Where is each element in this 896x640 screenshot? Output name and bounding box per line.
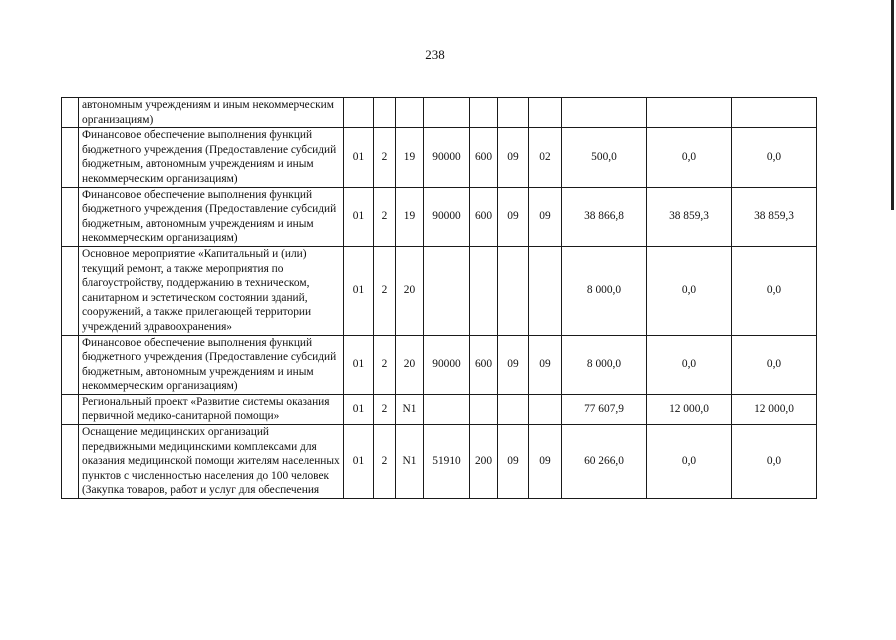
- amount-cell: 77 607,9: [562, 394, 647, 424]
- code-cell: [498, 98, 529, 128]
- description-cell: автономным учреждениям и иным некоммерческим организациям): [79, 98, 344, 128]
- code-cell: 01: [344, 246, 374, 335]
- code-cell: 09: [498, 128, 529, 187]
- amount-cell: 12 000,0: [732, 394, 817, 424]
- scan-edge-line: [891, 0, 894, 210]
- code-cell: [470, 98, 498, 128]
- code-cell: 2: [374, 187, 396, 246]
- code-cell: [344, 98, 374, 128]
- amount-cell: 0,0: [647, 246, 732, 335]
- budget-table: [61, 97, 817, 499]
- amount-cell: [647, 98, 732, 128]
- amount-cell: 0,0: [647, 425, 732, 499]
- code-cell: 20: [396, 246, 424, 335]
- description-cell: Финансовое обеспечение выполнения функций бюджетного учреждения (Предоставление субсидий бюджетным, автономным учреждениям и иным некоммерческим организациям): [79, 187, 344, 246]
- code-cell: 90000: [424, 187, 470, 246]
- amount-cell: 0,0: [732, 128, 817, 187]
- index-cell: [62, 246, 79, 335]
- index-cell: [62, 425, 79, 499]
- code-cell: 19: [396, 128, 424, 187]
- code-cell: 2: [374, 335, 396, 394]
- amount-cell: 38 859,3: [647, 187, 732, 246]
- code-cell: 2: [374, 425, 396, 499]
- code-cell: N1: [396, 425, 424, 499]
- code-cell: 01: [344, 187, 374, 246]
- code-cell: N1: [396, 394, 424, 424]
- table-row: [62, 246, 817, 335]
- code-cell: 600: [470, 335, 498, 394]
- amount-cell: 0,0: [732, 425, 817, 499]
- index-cell: [62, 128, 79, 187]
- code-cell: 01: [344, 394, 374, 424]
- code-cell: 01: [344, 425, 374, 499]
- table-row: [62, 425, 817, 499]
- table-row: [62, 394, 817, 424]
- amount-cell: 500,0: [562, 128, 647, 187]
- code-cell: 19: [396, 187, 424, 246]
- code-cell: [470, 246, 498, 335]
- code-cell: [424, 98, 470, 128]
- table-row: [62, 335, 817, 394]
- code-cell: 09: [498, 425, 529, 499]
- amount-cell: 0,0: [647, 128, 732, 187]
- amount-cell: [732, 98, 817, 128]
- page-number: 238: [425, 47, 445, 62]
- code-cell: [396, 98, 424, 128]
- amount-cell: [562, 98, 647, 128]
- code-cell: 600: [470, 128, 498, 187]
- code-cell: [498, 246, 529, 335]
- code-cell: 2: [374, 246, 396, 335]
- description-cell: Оснащение медицинских организаций передвижными медицинскими комплексами для оказания медицинской помощи жителям населенных пунктов с численностью населения до 100 человек (Закупка товаров, работ и услуг для обеспечения: [79, 425, 344, 499]
- amount-cell: 8 000,0: [562, 335, 647, 394]
- code-cell: 2: [374, 394, 396, 424]
- code-cell: 09: [529, 425, 562, 499]
- code-cell: 2: [374, 128, 396, 187]
- code-cell: 09: [529, 335, 562, 394]
- code-cell: 01: [344, 128, 374, 187]
- table-row: [62, 187, 817, 246]
- description-cell: Основное мероприятие «Капитальный и (или) текущий ремонт, а также мероприятия по благоустройству, поддержанию в техническом, санитарном и эстетическом состоянии зданий, сооружений, а также прилегающей территории учреждений здравоохранения»: [79, 246, 344, 335]
- code-cell: 01: [344, 335, 374, 394]
- code-cell: [529, 246, 562, 335]
- description-cell: Региональный проект «Развитие системы оказания первичной медико-санитарной помощи»: [79, 394, 344, 424]
- code-cell: [529, 98, 562, 128]
- index-cell: [62, 335, 79, 394]
- index-cell: [62, 98, 79, 128]
- code-cell: 90000: [424, 128, 470, 187]
- code-cell: 09: [498, 187, 529, 246]
- code-cell: [424, 394, 470, 424]
- code-cell: [374, 98, 396, 128]
- description-cell: Финансовое обеспечение выполнения функций бюджетного учреждения (Предоставление субсидий бюджетным, автономным учреждениям и иным некоммерческим организациям): [79, 335, 344, 394]
- code-cell: 51910: [424, 425, 470, 499]
- amount-cell: 38 866,8: [562, 187, 647, 246]
- amount-cell: 38 859,3: [732, 187, 817, 246]
- code-cell: [470, 394, 498, 424]
- code-cell: 200: [470, 425, 498, 499]
- index-cell: [62, 394, 79, 424]
- amount-cell: 0,0: [647, 335, 732, 394]
- code-cell: [424, 246, 470, 335]
- description-cell: Финансовое обеспечение выполнения функций бюджетного учреждения (Предоставление субсидий бюджетным, автономным учреждениям и иным некоммерческим организациям): [79, 128, 344, 187]
- index-cell: [62, 187, 79, 246]
- code-cell: 90000: [424, 335, 470, 394]
- amount-cell: 8 000,0: [562, 246, 647, 335]
- code-cell: 20: [396, 335, 424, 394]
- amount-cell: 60 266,0: [562, 425, 647, 499]
- amount-cell: 12 000,0: [647, 394, 732, 424]
- code-cell: 02: [529, 128, 562, 187]
- table-row: [62, 128, 817, 187]
- code-cell: 09: [498, 335, 529, 394]
- code-cell: [498, 394, 529, 424]
- code-cell: 09: [529, 187, 562, 246]
- amount-cell: 0,0: [732, 246, 817, 335]
- amount-cell: 0,0: [732, 335, 817, 394]
- code-cell: [529, 394, 562, 424]
- code-cell: 600: [470, 187, 498, 246]
- table-row: [62, 98, 817, 128]
